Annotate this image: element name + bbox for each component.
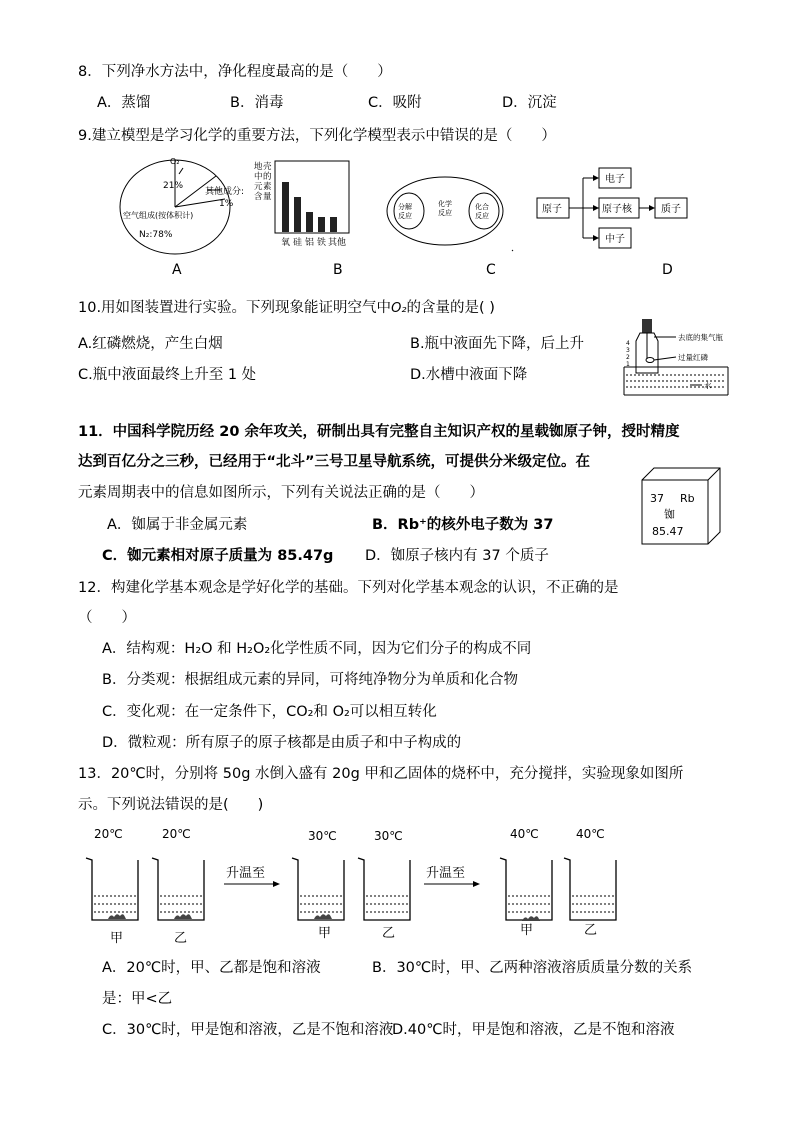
venn-mid-1: 化学 bbox=[438, 200, 452, 208]
bar-x-4: 其他 bbox=[328, 238, 347, 248]
q9-pie-figure bbox=[115, 154, 255, 259]
q9-venn-figure bbox=[385, 173, 515, 253]
arrow-label-2: 升温至 bbox=[426, 866, 466, 881]
q9-label-a: A bbox=[172, 262, 182, 278]
temp-6: 40℃ bbox=[576, 827, 605, 841]
q8-option-a: A．蒸馏 bbox=[97, 95, 151, 111]
q8-option-c: C．吸附 bbox=[368, 95, 422, 111]
pie-n2: N₂:78% bbox=[139, 230, 173, 240]
q13-option-b: B．30℃时，甲、乙两种溶液溶质质量分数的关系 bbox=[372, 960, 693, 976]
q12-stem: 12．构建化学基本观念是学好化学的基础。下列对化学基本观念的认识，不正确的是 bbox=[78, 580, 619, 596]
q13-beakers-figure bbox=[78, 822, 638, 947]
q13-option-d: D.40℃时，甲是饱和溶液，乙是不饱和溶液 bbox=[392, 1022, 675, 1038]
neutron-label: 中子 bbox=[605, 234, 625, 245]
venn-left-1: 分解 bbox=[398, 203, 412, 211]
label-jia-3: 甲 bbox=[520, 923, 534, 938]
q10-option-d: D.水槽中液面下降 bbox=[410, 367, 528, 383]
q12-paren: （ ） bbox=[78, 610, 136, 626]
bar-ylabel-0: 地 bbox=[254, 162, 263, 172]
element-symbol: Rb bbox=[680, 492, 695, 505]
q11-option-c: C．铷元素相对原子质量为 85.47g bbox=[102, 548, 334, 564]
bar-3 bbox=[318, 217, 325, 232]
venn-right-1: 化合 bbox=[475, 203, 489, 211]
q8-stem: 8．下列净水方法中，净化程度最高的是（ ） bbox=[78, 64, 392, 80]
q11-option-b: B．Rb⁺的核外电子数为 37 bbox=[372, 517, 554, 533]
bar-x-3: 铁 bbox=[317, 238, 327, 248]
venn-left-2: 反应 bbox=[398, 212, 412, 220]
element-mass: 85.47 bbox=[652, 525, 684, 538]
q13-option-b2: 是：甲<乙 bbox=[102, 991, 173, 1007]
q9-label-c: C bbox=[486, 262, 496, 278]
mark-1: 1 bbox=[626, 361, 630, 368]
q9-atom-figure bbox=[535, 163, 695, 253]
label-yi-1: 乙 bbox=[174, 931, 188, 946]
electron-label: 电子 bbox=[605, 174, 625, 185]
element-card bbox=[640, 466, 722, 546]
q8-option-d: D．沉淀 bbox=[502, 95, 557, 111]
bar-ylabel-3: 的 bbox=[263, 172, 272, 182]
element-name: 铷 bbox=[664, 508, 675, 521]
q11-line3: 元素周期表中的信息如图所示，下列有关说法正确的是（ ） bbox=[78, 485, 484, 501]
arrow-label-1: 升温至 bbox=[226, 866, 266, 881]
water-label: 水 bbox=[704, 381, 712, 390]
element-number: 37 bbox=[650, 492, 664, 505]
label-yi-2: 乙 bbox=[382, 926, 396, 941]
temp-5: 40℃ bbox=[510, 827, 539, 841]
q10-stem-pre: 10.用如图装置进行实验。下列现象能证明空气中 bbox=[78, 300, 392, 316]
q13-stem1: 13．20℃时，分别将 50g 水倒入盛有 20g 甲和乙固体的烧杯中，充分搅拌，实验现象如图所 bbox=[78, 766, 684, 782]
nucleus-label: 原子核 bbox=[602, 204, 632, 215]
q10-option-a: A.红磷燃烧，产生白烟 bbox=[78, 336, 223, 352]
mark-4: 4 bbox=[626, 340, 630, 347]
bar-ylabel-5: 素 bbox=[263, 182, 272, 192]
temp-2: 20℃ bbox=[162, 827, 191, 841]
mark-3: 3 bbox=[626, 347, 630, 354]
q10-option-b: B.瓶中液面先下降，后上升 bbox=[410, 336, 585, 352]
q9-label-d: D bbox=[662, 262, 673, 278]
bar-ylabel-4: 元 bbox=[254, 182, 263, 192]
temp-1: 20℃ bbox=[94, 827, 123, 841]
pie-other-pct: 1% bbox=[219, 199, 234, 209]
q10-stem bbox=[78, 298, 495, 319]
q10-option-c: C.瓶中液面最终上升至 1 处 bbox=[78, 367, 257, 383]
q11-line1: 11．中国科学院历经 20 余年攻关，研制出具有完整自主知识产权的星载铷原子钟，授时精度 bbox=[78, 424, 680, 440]
q11-line2: 达到百亿分之三秒，已经用于“北斗”三号卫星导航系统，可提供分米级定位。在 bbox=[78, 454, 591, 470]
q10-apparatus-figure bbox=[618, 315, 738, 405]
q12-option-c: C．变化观：在一定条件下，CO₂和 O₂可以相互转化 bbox=[102, 704, 437, 720]
q10-stem-post: 的含量的是( ) bbox=[406, 300, 495, 316]
q9-stem: 9.建立模型是学习化学的重要方法，下列化学模型表示中错误的是（ ） bbox=[78, 128, 556, 144]
venn-right-2: 反应 bbox=[475, 212, 489, 220]
q8-option-b: B．消毒 bbox=[230, 95, 284, 111]
q13-stem2: 示。下列说法错误的是( ) bbox=[78, 797, 264, 813]
q10-o2: O₂ bbox=[391, 301, 407, 316]
phos-label: 过量红磷 bbox=[678, 353, 708, 362]
pie-other: 其他成分: bbox=[205, 187, 245, 197]
venn-mid-2: 反应 bbox=[438, 209, 452, 217]
bar-x-2: 铝 bbox=[305, 238, 315, 248]
pie-o2-pct: 21% bbox=[163, 181, 184, 191]
atom-label: 原子 bbox=[542, 204, 562, 215]
bar-ylabel-1: 壳 bbox=[263, 162, 272, 172]
bottle-label: 去底的集气瓶 bbox=[678, 333, 723, 342]
bar-x-0: 氧 bbox=[281, 238, 291, 248]
bar-ylabel-7: 量 bbox=[263, 192, 272, 202]
bar-ylabel-6: 含 bbox=[254, 192, 263, 202]
bar-1 bbox=[294, 197, 301, 232]
bar-4 bbox=[330, 217, 337, 232]
q9-label-b: B bbox=[333, 262, 343, 278]
label-jia-2: 甲 bbox=[318, 926, 332, 941]
q12-option-b: B．分类观：根据组成元素的异同，可将纯净物分为单质和化合物 bbox=[102, 672, 518, 688]
q13-option-a: A．20℃时，甲、乙都是饱和溶液 bbox=[102, 960, 321, 976]
q12-option-d: D．微粒观：所有原子的原子核都是由质子和中子构成的 bbox=[102, 735, 462, 751]
bar-x-1: 硅 bbox=[293, 238, 303, 248]
bar-ylabel-2: 中 bbox=[254, 172, 263, 182]
proton-label: 质子 bbox=[661, 204, 681, 215]
q11-option-d: D．铷原子核内有 37 个质子 bbox=[365, 548, 549, 564]
pie-caption: 空气组成(按体积计) bbox=[123, 211, 194, 220]
bar-0 bbox=[282, 182, 289, 232]
q13-option-c: C．30℃时，甲是饱和溶液，乙是不饱和溶液 bbox=[102, 1022, 394, 1038]
temp-3: 30℃ bbox=[308, 829, 337, 843]
label-jia-1: 甲 bbox=[110, 931, 124, 946]
pie-o2: O₂ bbox=[170, 157, 180, 166]
temp-4: 30℃ bbox=[374, 829, 403, 843]
q9-bar-figure bbox=[250, 160, 350, 250]
mark-2: 2 bbox=[626, 354, 630, 361]
q12-option-a: A．结构观：H₂O 和 H₂O₂化学性质不同，因为它们分子的构成不同 bbox=[102, 641, 532, 657]
label-yi-3: 乙 bbox=[584, 923, 598, 938]
q11-option-a: A．铷属于非金属元素 bbox=[107, 517, 248, 533]
bar-2 bbox=[306, 212, 313, 232]
